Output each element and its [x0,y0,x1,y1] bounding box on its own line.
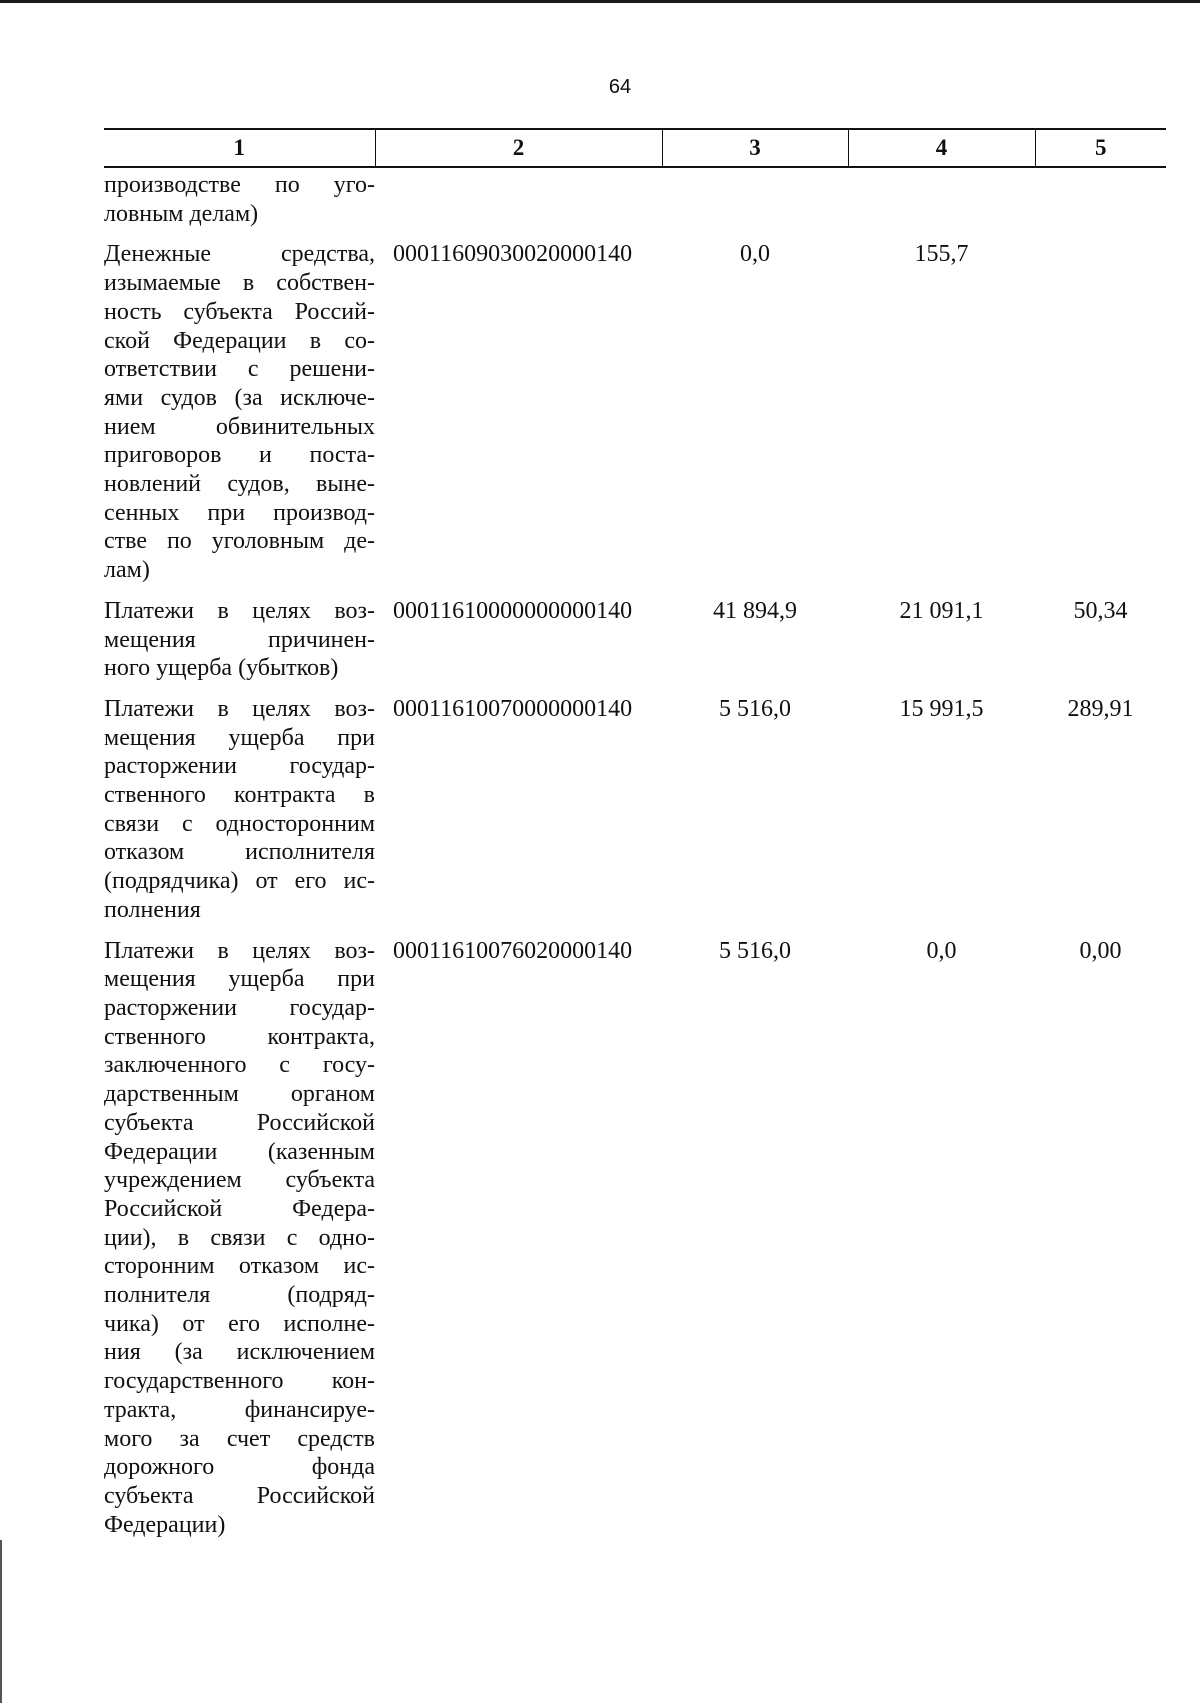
row-col5-cell: 50,34 [1073,597,1128,624]
row-name-cell [104,228,375,584]
row-code-cell: 00011610070000000140 [393,695,633,722]
row-col3-cell: 0,0 [740,241,770,268]
table-row [104,683,1166,925]
row-col4-cell: 15 991,5 [899,695,984,722]
page-number: 64 [608,76,632,98]
row-col4-cell: 21 091,1 [899,597,984,624]
row-name-line: стве по уголовным де- [104,528,375,555]
row-name-line: субъекта Российской [104,1482,375,1509]
row-name-line: лам) [104,557,150,584]
row-name-line: Платежи в целях воз- [104,937,375,964]
row-name-line: ции), в связи с одно- [104,1224,375,1251]
row-name-line: ской Федерации в со- [104,327,375,354]
header-col-2: 2 [375,129,662,167]
scan-edge-top [0,0,1200,3]
table-row [104,925,1166,1540]
row-name-line: дарственным органом [104,1081,375,1108]
row-name-line: Федерации) [104,1511,226,1538]
table-row [104,167,1166,228]
row-name-line: мещения причинен- [104,626,375,653]
row-name-line: дорожного фонда [104,1454,375,1481]
table-row [104,228,1166,584]
row-name-line: ного ущерба (убытков) [104,655,339,682]
row-col5-cell [1035,228,1166,584]
row-name-line: тракта, финансируе- [104,1396,375,1423]
row-name-line: приговоров и поста- [104,442,375,469]
header-col-3: 3 [662,129,848,167]
row-name-line: (подрядчика) от его ис- [104,868,375,895]
row-col5-cell: 289,91 [1067,695,1134,722]
header-row [104,129,1166,167]
row-name-line: новлений судов, выне- [104,471,375,498]
row-name-line: полнителя (подряд- [104,1282,375,1309]
row-name-line: мого за счет средств [104,1425,375,1452]
row-name-line: Денежные средства, [104,241,375,268]
row-name-cell [104,585,375,683]
row-name-line: ответствии с решени- [104,356,375,383]
row-name-line: Российской Федера- [104,1195,375,1222]
row-col4-cell: 155,7 [914,241,969,268]
header-col-1: 1 [104,129,375,167]
row-code-cell: 00011610076020000140 [393,937,633,964]
row-name-line: отказом исполнителя [104,839,375,866]
row-name-line: Платежи в целях воз- [104,695,375,722]
row-name-line: мещения ущерба при [104,724,375,751]
row-name-line: ность субъекта Россий- [104,298,375,325]
row-col5-cell [1035,167,1166,228]
budget-table [104,128,1166,1539]
row-name-line: расторжении государ- [104,753,375,780]
row-code-cell [375,167,662,228]
row-name-line: мещения ущерба при [104,966,375,993]
row-name-line: заключенного с госу- [104,1052,375,1079]
row-name-line: Платежи в целях воз- [104,597,375,624]
row-col3-cell: 5 516,0 [719,695,791,722]
row-name-line: ственного контракта в [104,782,375,809]
row-name-line: полнения [104,896,201,923]
row-name-line: субъекта Российской [104,1109,375,1136]
row-name-line: Федерации (казенным [104,1138,375,1165]
row-name-line: ловным делам) [104,200,259,227]
scan-edge-left [0,1540,2,1703]
row-name-line: изымаемые в собствен- [104,270,375,297]
table-row [104,585,1166,683]
row-col5-cell: 0,00 [1079,937,1122,964]
row-name-line: ственного контракта, [104,1023,375,1050]
row-name-cell [104,925,375,1540]
row-name-line: ния (за исключением [104,1339,375,1366]
row-name-line: чика) от его исполне- [104,1310,375,1337]
header-col-4: 4 [848,129,1035,167]
row-name-line: сенных при производ- [104,499,375,526]
row-col3-cell: 41 894,9 [713,597,797,624]
row-name-line: нием обвинительных [104,413,375,440]
row-name-line: государственного кон- [104,1368,375,1395]
row-name-line: сторонним отказом ис- [104,1253,375,1280]
row-name-cell [104,683,375,925]
row-col4-cell [848,167,1035,228]
row-col3-cell: 5 516,0 [719,937,791,964]
row-name-line: производстве по уго- [104,172,375,198]
row-name-line: учреждением субъекта [104,1167,375,1194]
row-col3-cell [662,167,848,228]
row-name-line: связи с односторонним [104,810,375,837]
row-col4-cell: 0,0 [926,937,957,964]
row-name-cell [104,167,375,228]
row-name-line: расторжении государ- [104,994,375,1021]
row-code-cell: 00011610000000000140 [393,597,633,624]
row-code-cell: 00011609030020000140 [393,241,633,268]
row-name-line: ями судов (за исключе- [104,384,375,411]
header-col-5: 5 [1035,129,1166,167]
